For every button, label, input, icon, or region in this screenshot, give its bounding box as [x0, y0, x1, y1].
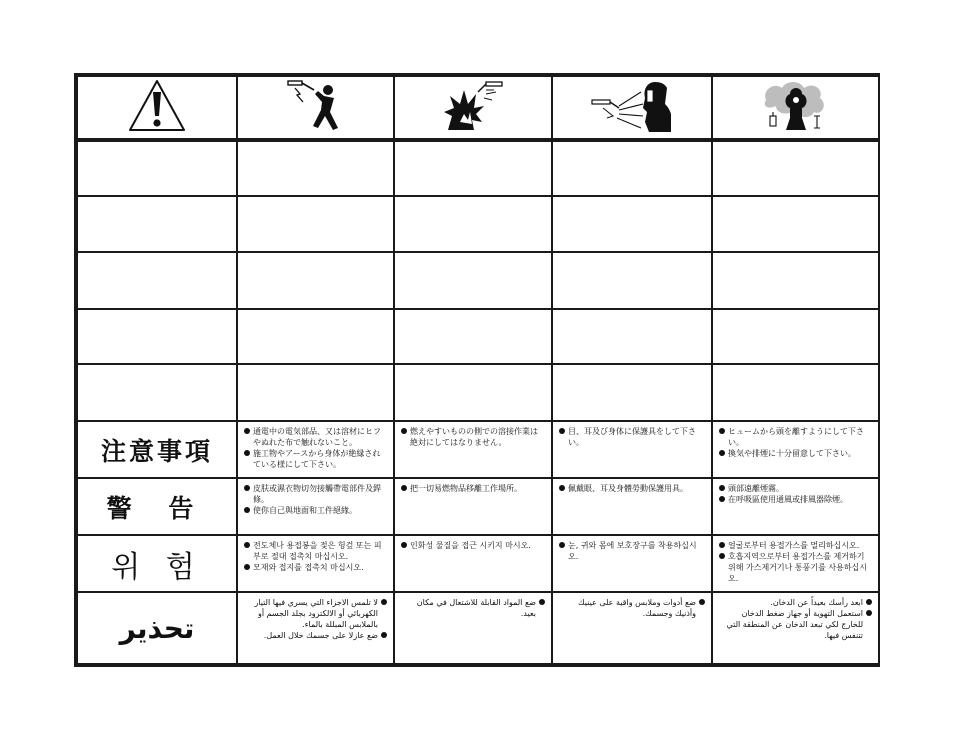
note: استعمل التهوية أو جهاز ضغط الدخان للخارج لكي تبعد الدخان عن المنطقة التي تتنفس فيها. — [719, 608, 872, 641]
chinese-fire-notes — [395, 479, 551, 496]
note: ابعد رأسك بعيداً عن الدخان. — [719, 597, 872, 608]
icon-cell — [552, 76, 712, 140]
electric-shock-icon — [284, 78, 348, 134]
blank-row — [77, 309, 879, 364]
korean-shock-notes — [238, 536, 393, 575]
japanese-row — [77, 421, 879, 478]
korean-fumes-notes — [713, 536, 878, 586]
icon-cell — [77, 76, 237, 140]
japanese-label: 注意事項 — [77, 421, 237, 478]
arc-rays-icon — [589, 78, 675, 134]
note: 通電中の電気部品、又は溶材にヒフやぬれた布で触れないこと。 — [244, 426, 387, 448]
note: 使你自己與地面和工件絕緣。 — [244, 505, 387, 516]
chinese-row — [77, 478, 879, 535]
note: 佩戴眼、耳及身體勞動保護用具。 — [559, 483, 705, 494]
note: 目、耳及び身体に保護具をして下さい。 — [559, 426, 705, 448]
blank-row — [77, 364, 879, 421]
note: 施工物やアースから身体が絶縁されている様にして下さい。 — [244, 448, 387, 470]
note: 頭部遠離煙霧。 — [719, 483, 872, 494]
note: 在呼吸區使用通風或排風器除煙。 — [719, 494, 872, 505]
note: 호흡지역으로부터 용접가스를 제거하기 위해 가스제거기나 통풍기를 사용하십시오. — [719, 551, 872, 584]
arabic-row — [77, 592, 879, 664]
arabic-rays-notes — [553, 593, 711, 621]
icon-cell — [237, 76, 394, 140]
safety-warning-table-frame — [74, 73, 880, 667]
note: ضع المواد القابلة للاشتعال في مكان بعيد. — [401, 597, 545, 619]
arabic-fumes-notes — [713, 593, 878, 643]
note: 換気や排煙に十分留意して下さい。 — [719, 448, 872, 459]
japanese-fumes-notes — [713, 422, 878, 461]
arabic-shock-notes — [238, 593, 393, 643]
japanese-rays-notes — [553, 422, 711, 450]
chinese-rays-notes — [553, 479, 711, 496]
note: 皮肤或濕衣物切勿接觸帶電部件及銲條。 — [244, 483, 387, 505]
note: 모재와 접지를 접촉치 마십시오. — [244, 562, 387, 573]
korean-label: 위 험 — [77, 535, 237, 592]
note: ضع أدوات وملابس واقية على عينيك وأذنيك وجسمك. — [559, 597, 705, 619]
chinese-label: 警 告 — [77, 478, 237, 535]
korean-rays-notes — [553, 536, 711, 564]
note: ヒュームから頭を離すようにして下さい。 — [719, 426, 872, 448]
note: ضع عازلا على جسمك خلال العمل. — [244, 630, 387, 641]
blank-row — [77, 196, 879, 251]
arabic-label: تحذير — [77, 592, 237, 664]
korean-fire-notes — [395, 536, 551, 553]
safety-warning-table — [76, 75, 880, 665]
chinese-shock-notes — [238, 479, 393, 518]
note: 인화성 물질을 접근 시키지 마시오. — [401, 540, 545, 551]
blank-row — [77, 252, 879, 309]
icon-cell — [712, 76, 879, 140]
fire-explosion-icon — [440, 78, 506, 134]
note: 눈, 귀와 몸에 보호장구를 착용하십시오. — [559, 540, 705, 562]
fumes-gases-icon — [760, 78, 832, 134]
japanese-shock-notes — [238, 422, 393, 472]
note: 전도체나 용접봉을 젖은 헝겊 또는 피부로 절대 접촉치 마십시오. — [244, 540, 387, 562]
note: 燃えやすいものの側での溶接作業は絶対にしてはなりません。 — [401, 426, 545, 448]
note: 얼굴로부터 용접가스를 멀리하십시오. — [719, 540, 872, 551]
icon-cell — [394, 76, 552, 140]
icon-row — [77, 76, 879, 140]
note: 把一切易燃物品移離工作場所。 — [401, 483, 545, 494]
arabic-fire-notes — [395, 593, 551, 621]
note: لا تلمس الاجزاء التي يسري فيها التيار الكهربائي أو الالكترود بجلد الجسم أو بالملابس المبللة بالماء. — [244, 597, 387, 630]
warning-triangle-icon — [127, 78, 187, 134]
blank-row — [77, 140, 879, 196]
chinese-fumes-notes — [713, 479, 878, 507]
korean-row — [77, 535, 879, 592]
japanese-fire-notes — [395, 422, 551, 450]
